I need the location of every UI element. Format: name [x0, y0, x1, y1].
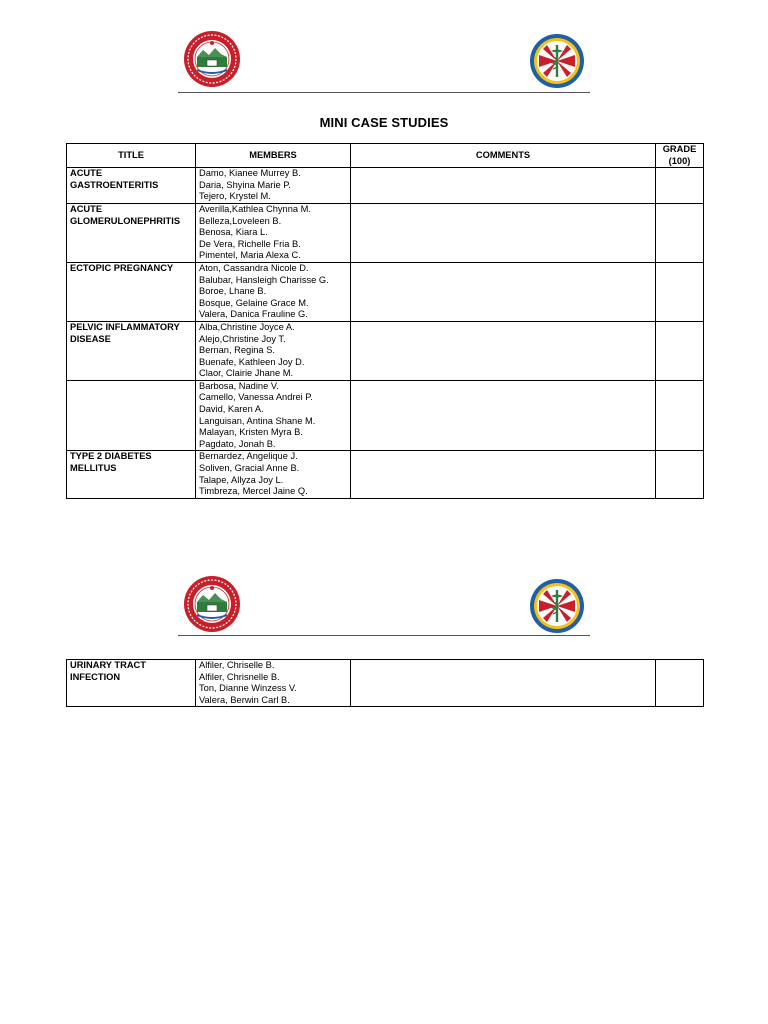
member-name: Alejo,Christine Joy T.	[199, 333, 286, 344]
grade-cell	[656, 168, 704, 204]
member-name: Averilla,Kathlea Chynna M.	[199, 203, 311, 214]
member-name: Pagdato, Jonah B.	[199, 438, 276, 449]
members-cell	[196, 262, 351, 321]
comments-cell	[351, 262, 656, 321]
member-name: Alfiler, Chriselle B.	[199, 660, 275, 670]
table-row	[67, 660, 704, 707]
table-row	[67, 262, 704, 321]
members-cell	[196, 321, 351, 380]
grade-cell	[656, 321, 704, 380]
member-name: De Vera, Richelle Fria B.	[199, 238, 301, 249]
case-title-line: ACUTE	[70, 203, 103, 214]
table-row	[67, 168, 704, 204]
member-name: Languisan, Antina Shane M.	[199, 415, 316, 426]
table-header-row	[67, 144, 704, 168]
case-title-cell	[67, 321, 196, 380]
member-name: Balubar, Hansleigh Charisse G.	[199, 274, 329, 285]
member-name: Soliven, Gracial Anne B.	[199, 463, 300, 474]
case-title-cell	[67, 660, 196, 707]
member-name: Bernan, Regina S.	[199, 345, 275, 356]
member-name: Bosque, Gelaine Grace M.	[199, 297, 309, 308]
header-grade	[656, 144, 704, 168]
member-name: Benosa, Kiara L.	[199, 227, 268, 238]
table-row	[67, 451, 704, 498]
case-title-cell	[67, 262, 196, 321]
member-name: Boroe, Lhane B.	[199, 286, 267, 297]
case-title-line: PELVIC INFLAMMATORY	[70, 321, 180, 332]
table-row	[67, 380, 704, 451]
member-name: Alfiler, Chrisnelle B.	[199, 671, 280, 682]
members-cell	[196, 168, 351, 204]
case-title-cell	[67, 168, 196, 204]
member-name: David, Karen A.	[199, 404, 264, 415]
header-grade-line1: GRADE	[662, 144, 697, 154]
member-name: Valera, Berwin Carl B.	[199, 694, 290, 705]
members-cell	[196, 380, 351, 451]
grade-cell	[656, 262, 704, 321]
member-name: Bernardez, Angelique J.	[199, 451, 298, 462]
member-name: Ton, Dianne Winzess V.	[199, 683, 297, 694]
member-name: Tejero, Krystel M.	[199, 191, 271, 202]
college-seal-icon	[183, 30, 241, 88]
header-title: TITLE	[67, 144, 196, 168]
case-title-line: URINARY TRACT	[70, 660, 146, 670]
comments-cell	[351, 380, 656, 451]
comments-cell	[351, 203, 656, 262]
header-divider	[178, 92, 590, 93]
member-name: Buenafe, Kathleen Joy D.	[199, 356, 305, 367]
page-header-2	[0, 575, 768, 635]
member-name: Timbreza, Mercel Jaine Q.	[199, 486, 308, 497]
case-title-line: DISEASE	[70, 333, 111, 344]
case-title-line: ECTOPIC PREGNANCY	[70, 262, 174, 273]
member-name: Camello, Vanessa Andrei P.	[199, 392, 313, 403]
nursing-caduceus-seal-icon	[529, 578, 585, 634]
case-title-line: GLOMERULONEPHRITIS	[70, 215, 181, 226]
grade-cell	[656, 380, 704, 451]
case-title-line: INFECTION	[70, 671, 121, 682]
grade-cell	[656, 660, 704, 707]
page-header-1	[0, 30, 768, 90]
case-title-cell	[67, 203, 196, 262]
grade-cell	[656, 203, 704, 262]
member-name: Claor, Clairie Jhane M.	[199, 368, 294, 379]
header-divider	[178, 635, 590, 636]
member-name: Valera, Danica Frauline G.	[199, 309, 308, 320]
members-cell	[196, 451, 351, 498]
member-name: Pimentel, Maria Alexa C.	[199, 250, 301, 261]
document-title: MINI CASE STUDIES	[319, 115, 449, 130]
member-name: Aton, Cassandra Nicole D.	[199, 262, 309, 273]
case-title-cell	[67, 380, 196, 451]
table-row	[67, 321, 704, 380]
case-studies-table	[66, 143, 704, 499]
comments-cell	[351, 660, 656, 707]
case-title-line: ACUTE	[70, 168, 103, 179]
member-name: Damo, Kianee Murrey B.	[199, 168, 301, 179]
member-name: Daria, Shyina Marie P.	[199, 179, 291, 190]
comments-cell	[351, 321, 656, 380]
table-body-continued	[67, 660, 704, 707]
member-name: Belleza,Loveleen B.	[199, 215, 282, 226]
case-studies-table-continued	[66, 659, 704, 707]
comments-cell	[351, 451, 656, 498]
case-title-line: GASTROENTERITIS	[70, 179, 159, 190]
case-title-line: TYPE 2 DIABETES	[70, 451, 152, 462]
members-cell	[196, 660, 351, 707]
member-name: Talape, Allyza Joy L.	[199, 474, 284, 485]
comments-cell	[351, 168, 656, 204]
member-name: Malayan, Kristen Myra B.	[199, 427, 303, 438]
header-comments: COMMENTS	[351, 144, 656, 168]
nursing-caduceus-seal-icon	[529, 33, 585, 89]
table-body	[67, 168, 704, 499]
grade-cell	[656, 451, 704, 498]
member-name: Barbosa, Nadine V.	[199, 380, 279, 391]
header-members: MEMBERS	[196, 144, 351, 168]
case-title-line: MELLITUS	[70, 463, 117, 474]
member-name: Alba,Christine Joyce A.	[199, 321, 295, 332]
members-cell	[196, 203, 351, 262]
header-grade-line2: (100)	[668, 155, 691, 166]
college-seal-icon	[183, 575, 241, 633]
table-row	[67, 203, 704, 262]
case-title-cell	[67, 451, 196, 498]
